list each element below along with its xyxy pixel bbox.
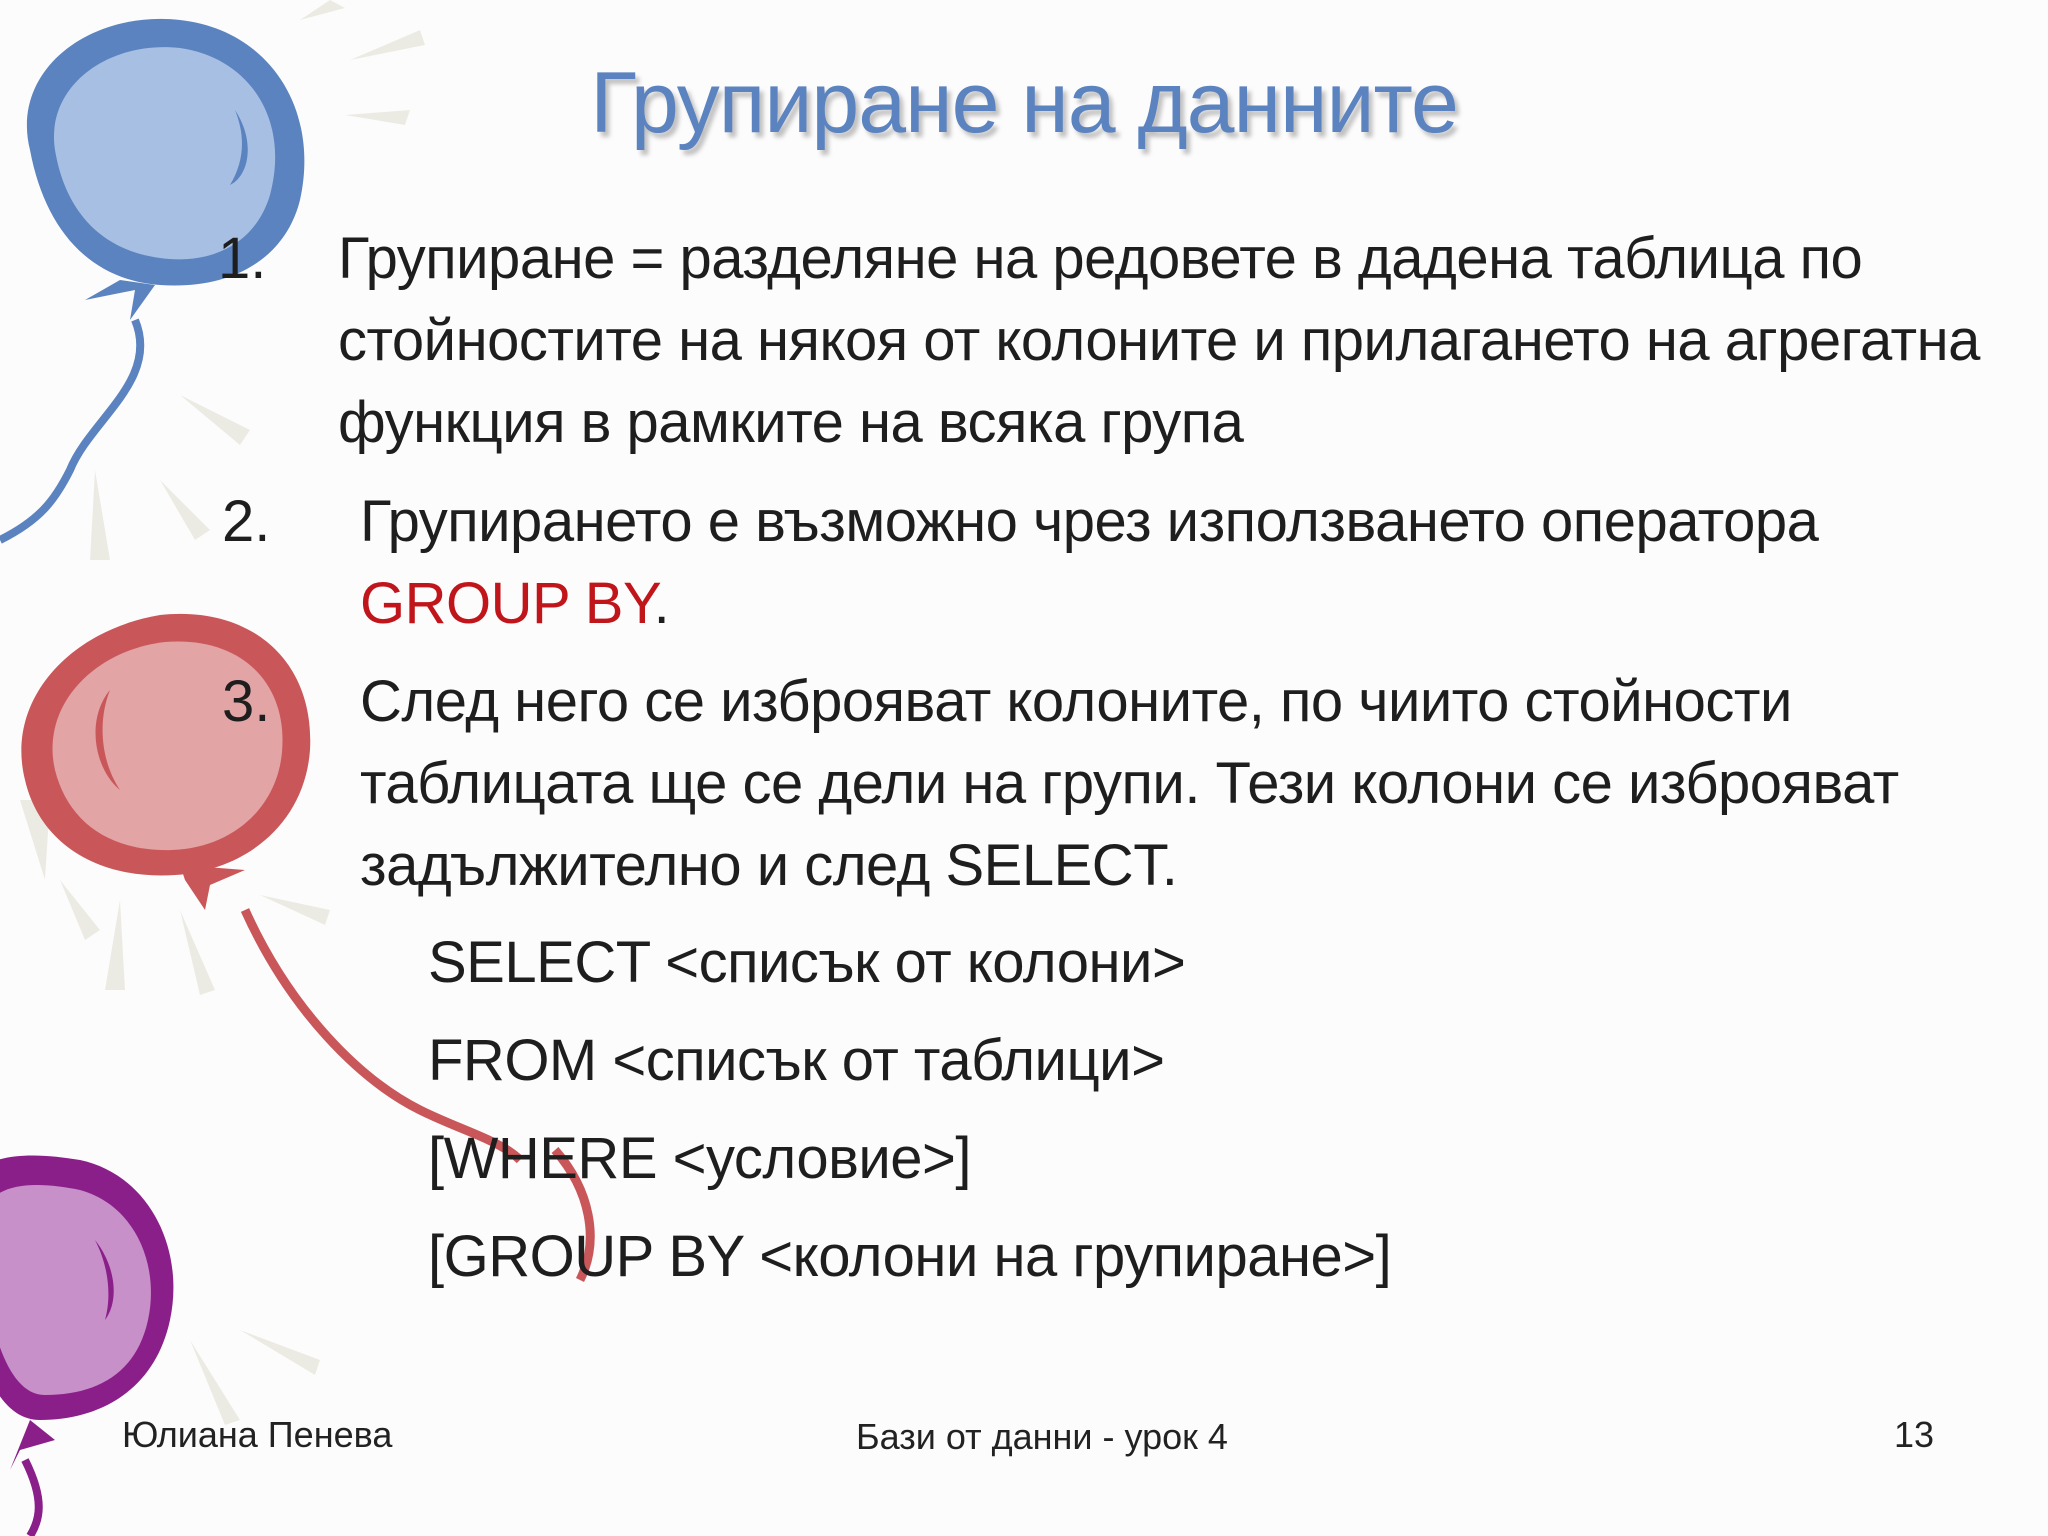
item-3-line-3: задължително и след SELECT. — [360, 833, 1178, 898]
group-by-keyword: GROUP BY — [360, 571, 654, 636]
item-1-line-3: функция в рамките на всяка група — [338, 390, 1244, 455]
item-2-period: . — [653, 571, 670, 636]
sql-where-line: [WHERE <условие>] — [428, 1126, 972, 1191]
item-3-line-1: След него се изброяват колоните, по чиито стойности — [360, 669, 1792, 734]
slide-title: Групиране на данните — [590, 55, 1458, 151]
item-1-line-1: Групиране = разделяне на редовете в дадена таблица по — [338, 226, 1863, 291]
item-3-number: 3. — [222, 669, 271, 734]
sql-select-line: SELECT <списък от колони> — [428, 930, 1186, 995]
purple-balloon-icon — [0, 1155, 173, 1536]
item-1-line-2: стойностите на някоя от колоните и прилагането на агрегатна — [338, 308, 1980, 373]
sql-group-by-line: [GROUP BY <колони на групиране>] — [428, 1224, 1392, 1289]
item-2-line-2 — [360, 563, 669, 645]
sql-from-line: FROM <списък от таблици> — [428, 1028, 1165, 1093]
item-2-line-1: Групирането е възможно чрез използването оператора — [360, 489, 1819, 554]
item-2-number: 2. — [222, 489, 271, 554]
footer-course: Бази от данни - урок 4 — [856, 1416, 1228, 1457]
item-3-line-2: таблицата ще се дели на групи. Тези колони се изброяват — [360, 751, 1899, 816]
footer-page-number: 13 — [1894, 1414, 1935, 1455]
footer-author: Юлиана Пенева — [122, 1414, 393, 1455]
item-1-number: 1. — [218, 226, 267, 291]
